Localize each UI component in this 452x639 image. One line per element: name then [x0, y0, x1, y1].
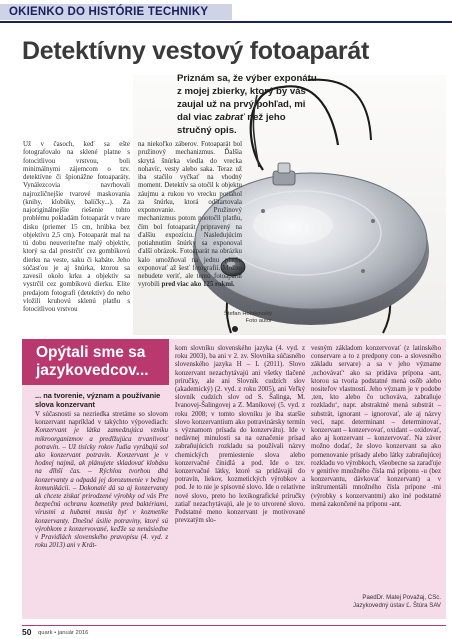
photo-credit-label: Foto autor — [245, 318, 272, 325]
sidebar-column-1 — [35, 411, 168, 550]
photo-credit — [182, 311, 272, 325]
sidebar-header — [22, 339, 169, 385]
sidebar-column-3: vesným základom konzervovať (z latinského conservare a to z predpony con- a slovesného základu servare) a sa v jeho význame ‚uchovávať‘ ako sa pridáva prípona -ant, ktorou sa tvoria podstatné mená osôb alebo nositeľov vlastností. Jeho význam je v podobe ‚ten, kto alebo čo uchováva, zabraňuje rozkladu‘, napr. abstraktné mená substrát – substrát, ignorant – ignorovať, ale aj názvy vecí, napr. determinant – determinovať, konzervant – konzervovať, oxidant – oxidovať, ako aj konzervant – konzervovať. Na záver možno dodať, že slovo konzervant sa ako pomenovanie prísady alebo látky zabraňujúcej rozkladu vo výrobkoch, všeobecne sa zaraďuje v genitíve množného čísla má príponu -u (bez konzervantu, dávkovať konzervant) a v inštrumentáli množného čísla prípone -mi (výrobky s konzervantmi) ako iné podstatné mená zakončené na príponu -ant. — [311, 345, 441, 508]
sidebar-col1-example-2: Už tisícky rokov ľudia vyrábajú sol ako konzervant potravín. Konzervant je v hodnej najmä, ak plánujete skladovať klobásu na dlhší čas. – Rýchlou tvorbou dbá konzervanty a odpadá jej dorozumenie v bežnej komunikácii. – Dokonalé dá sa aj konzervanty ak chcete získať prirodzené výrobky od vás — [35, 443, 168, 501]
section-label: OKIENKO DO HISTÓRIE TECHNIKY — [9, 6, 209, 18]
lead-part1: Priznám sa, že výber exponátu z mojej zbierky, ktorý by vás zaujal už na prvý pohľad, mi dal viac — [177, 73, 317, 123]
sidebar-col1-ending: Pre bezpečnú ochranu kozmetiky pred baktériami, vírusmi a hubami musia byť v kozmetike konzervanty. Dnešné úsilie potraviny, ktoré sú výrobkom z konzervované, keďže sa nenásiedne v Pravidlách slovenského pravopisu (4. vyd. z roku 2013) ani v Krát- — [35, 493, 168, 550]
footer-rule — [22, 625, 446, 626]
section-label-tag — [0, 4, 232, 20]
title-light: fotoaparát — [243, 37, 369, 65]
sidebar-col1-intro: V súčasnosti sa nezriedka stretáme so slovom konzervant napríklad v takýchto výpovediach: — [35, 411, 168, 427]
sidebar-author — [300, 594, 441, 609]
sidebar-column-2: kom slovníku slovenského jazyka (4. vyd. z roku 2003), ba ani v 2. zv. Slovníka súčasného slovenského jazyka H – L (2011). Slovo konzervant nezachytávajú ani všetky tlačené príručky, ale ani Slovník cudzích slov (akademický) (2. vyd. z roku 2005), ani Veľký slovník cudzích slov od S. Šalinga, M. Ivanovej-Šalingovej a Z. Maníkovej (5. vyd. z roku 2008; v tomto slovníku je iba staršie slovo konzervantium ako potravinársky termín s významom prísada do konzervátu). Ide v nedávnej minulosti sa na označenie prísad zabraňujúcich rozkladu sa používali názvy chemických premiestenie slova alebo konzervačné činidlá a pod. Ide o tzv. konzervačné látky, ktoré sa pridávajú do potravín, liekov, kozmetických výrobkov a pod. Je to nie je spisovné slovo. Ide o relatívne nové slovo, preto ho lexikografické príručky zatiaľ nezachytávajú, ale je to utvorené slovo. Podstatné meno konzervant je motivované prevzatým slo- — [175, 345, 305, 525]
article-column-2-text: na niekoľko záberov. Fotoaparát bol pružinový mechanizmus. Ďalšia skrytá šnúrka viedla do vrecka nohavíc, vesty alebo saka. Teraz už iba stačilo vyčkať na vhodný moment. Detektív sa otočil k objektu záujmu a rukou vo vrecku potiahol za šnúrku, ktorá odštartovala exponovanie. Pružinový mechanizmus potom pootočil platňu, čím bol fotoaparát pripravený na ďalšiu expozíciu. Nasledujúcim potiahnutím šnúrky sa exponoval ďalší obrázok. Fotoaparát na obrázku kalo umožňoval na jednu platňu exponovať až šesť fotografií. Možno nebudete veriť, ale tento fotoaparát vyrobili — [138, 141, 242, 289]
title-bold: Detektívny vestový — [22, 37, 244, 65]
lead-emphasis: zabrať — [214, 112, 245, 123]
sidebar-title: Opýtali sme sa jazykovedcov... — [36, 344, 149, 379]
sidebar-author-name: PaedDr. Matej Považaj, CSc. — [362, 594, 441, 601]
photo-credit-name: Štefan Holakovský — [223, 311, 272, 317]
page-number: 50 — [22, 627, 32, 637]
article-column-2-ending: pred viac ako 125 rokmi. — [161, 281, 235, 289]
article-lead — [177, 72, 319, 137]
header-rule — [0, 21, 452, 23]
article-title — [22, 30, 442, 64]
lead-part2: než jeho stručný opis. — [177, 112, 286, 136]
footer-label: quark • január 2016 — [38, 630, 89, 636]
article-column-2 — [138, 141, 242, 290]
sidebar-author-affiliation: Jazykovedný ústav Ľ. Štúra SAV — [353, 601, 441, 609]
sidebar-subtitle: ... na tvorenie, význam a používanie slova konzervant — [35, 391, 161, 409]
sidebar-col1-dash: – — [59, 443, 69, 451]
sidebar-col1-example-1: Konzervant je látka zamedzujúca vzniku mikroorganizmov a predlžujúca trvanlivosť potravín. — [35, 427, 168, 451]
article-column-1: Už v časoch, keď sa ešte fotografovalo na sklené platne s fotocitlivou vrstvou, boli minimálnymi zájemcom o tzv. detektívne či špionážne fotoaparáty. Vynálezcovia navrhovali najrozličnejšie tvarové maskovania (knihy, klobúky, balíčky...). Za najoriginálnejšie riešenie tohto problému pokladám fotoaparát v tvare disku (priemer 15 cm, hrúbka bez objektívu 2,5 cm). Fotoaparát mal na tú dobu neuveriteľne malý objektív, ktorý sa dal prestrčiť cez gombíkovú dierku na veste, saku či kabáte. Jeho súčasťou je aj šnúrka, ktorou sa zavesil okolo krku a objektív sa vystrčil cez gombíkovú dierku. Elite predajom fotografí (detektív) do neho vložili kruhovú sklenú platňu s fotocitlivou vrstvou — [23, 141, 130, 313]
